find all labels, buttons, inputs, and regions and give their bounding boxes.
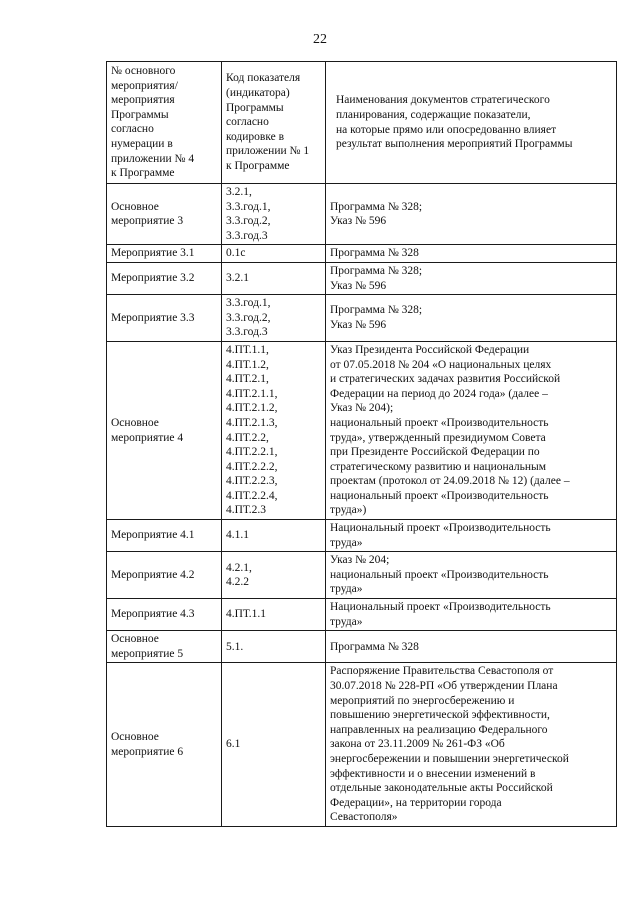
documents-cell — [326, 262, 617, 294]
event-cell — [107, 520, 222, 552]
indicator-codes-cell — [222, 599, 326, 631]
documents-cell — [326, 599, 617, 631]
table-row — [107, 341, 617, 519]
documents-cell-text: Программа № 328 — [330, 640, 419, 653]
event-cell — [107, 631, 222, 663]
indicator-codes-cell — [222, 262, 326, 294]
indicator-codes-cell — [222, 663, 326, 827]
documents-cell — [326, 552, 617, 599]
indicator-codes-cell-text: 0.1с — [226, 247, 246, 260]
event-cell — [107, 599, 222, 631]
documents-cell-text: Программа № 328; Указ № 596 — [330, 200, 423, 228]
event-cell-text: Основное мероприятие 4 — [111, 416, 184, 444]
strategic-documents-table — [106, 61, 617, 827]
indicator-codes-cell — [222, 631, 326, 663]
event-cell — [107, 184, 222, 245]
event-cell — [107, 663, 222, 827]
header-documents — [326, 62, 617, 184]
indicator-codes-cell-text: 3.2.1 — [226, 272, 249, 285]
indicator-codes-cell-text: 5.1. — [226, 640, 244, 653]
documents-cell-text: Программа № 328 — [330, 247, 419, 260]
event-cell-text: Основное мероприятие 5 — [111, 633, 184, 660]
documents-cell — [326, 341, 617, 519]
documents-cell — [326, 245, 617, 263]
table-header-row — [107, 62, 617, 184]
event-cell — [107, 262, 222, 294]
event-cell — [107, 245, 222, 263]
indicator-codes-cell — [222, 341, 326, 519]
documents-cell-text: Программа № 328; Указ № 596 — [330, 304, 423, 332]
event-cell-text: Основное мероприятие 3 — [111, 200, 184, 228]
event-cell-text: Мероприятие 4.3 — [111, 608, 195, 621]
indicator-codes-cell — [222, 184, 326, 245]
header-indicator-code — [222, 62, 326, 184]
documents-cell-text: Указ № 204; национальный проект «Производительность труда» — [330, 554, 549, 596]
event-cell-text: Мероприятие 3.1 — [111, 247, 195, 260]
documents-cell — [326, 631, 617, 663]
indicator-codes-cell-text: 6.1 — [226, 738, 241, 751]
indicator-codes-cell-text: 4.ПТ.1.1, 4.ПТ.1.2, 4.ПТ.2.1, 4.ПТ.2.1.1, 4.ПТ.2.1.2, 4.ПТ.2.1.3, 4.ПТ.2.2, 4.ПТ.2.2.1, 4.ПТ.2.2.2, 4.ПТ.2.2.3, 4.ПТ.2.2.4, 4.ПТ.2.3 — [226, 343, 278, 517]
table-row — [107, 631, 617, 663]
event-cell-text: Основное мероприятие 6 — [111, 731, 184, 758]
indicator-codes-cell-text: 3.2.1, 3.3.год.1, 3.3.год.2, 3.3.год.3 — [226, 186, 271, 242]
event-cell — [107, 341, 222, 519]
documents-cell — [326, 184, 617, 245]
indicator-codes-cell — [222, 295, 326, 342]
documents-cell-text: Указ Президента Российской Федерации от 07.05.2018 № 204 «О национальных целях и стратегических задачах развития Российской Федерации на период до 2024 года» (далее – Указ № 204); национальный проект «Производительность труда», утвержденный президиумом Совета при Президенте Российской Федерации по стратегическому развитию и национальным проектам (протокол от 24.09.2018 № 12) (далее – национальный проект «Производительность труда») — [330, 343, 570, 517]
indicator-codes-cell — [222, 552, 326, 599]
indicator-codes-cell-text: 4.ПТ.1.1 — [226, 608, 267, 621]
table-row — [107, 520, 617, 552]
event-cell — [107, 552, 222, 599]
header-indicator-code-text: Код показателя (индикатора) Программы согласно кодировке в приложении № 1 к Программе — [226, 72, 310, 172]
documents-cell-text: Национальный проект «Производительность труда» — [330, 522, 551, 549]
table-row — [107, 599, 617, 631]
header-event-number — [107, 62, 222, 184]
event-cell-text: Мероприятие 3.3 — [111, 311, 195, 324]
table-row — [107, 262, 617, 294]
indicator-codes-cell — [222, 520, 326, 552]
indicator-codes-cell-text: 4.2.1, 4.2.2 — [226, 561, 252, 589]
event-cell-text: Мероприятие 3.2 — [111, 272, 195, 285]
header-documents-text: Наименования документов стратегического планирования, содержащие показатели, на которые прямо или опосредованно влияет результат выполнения мероприятий Программы — [336, 94, 573, 151]
table-row — [107, 184, 617, 245]
indicator-codes-cell — [222, 245, 326, 263]
indicator-codes-cell-text: 4.1.1 — [226, 529, 249, 542]
documents-cell — [326, 520, 617, 552]
header-event-number-text: № основного мероприятия/ мероприятия Программы согласно нумерации в приложении № 4 к Программе — [111, 65, 195, 180]
indicator-codes-cell-text: 3.3.год.1, 3.3.год.2, 3.3.год.3 — [226, 297, 271, 339]
documents-cell-text: Программа № 328; Указ № 596 — [330, 264, 423, 292]
documents-cell — [326, 295, 617, 342]
documents-cell-text: Национальный проект «Производительность труда» — [330, 601, 551, 628]
event-cell — [107, 295, 222, 342]
table-row — [107, 295, 617, 342]
event-cell-text: Мероприятие 4.1 — [111, 529, 195, 542]
documents-cell-text: Распоряжение Правительства Севастополя от 30.07.2018 № 228-РП «Об утверждении Плана мероприятий по энергосбережению и повышению энергетической эффективности, направленных на реализацию Федерального закона от 23.11.2009 № 261-ФЗ «Об энергосбережении и повышении энергетической эффективности и о внесении изменений в отдельные законодательные акты Российской Федерации», на территории города Севастополя» — [330, 665, 569, 824]
table-row — [107, 552, 617, 599]
page-number: 22 — [313, 32, 327, 47]
documents-cell — [326, 663, 617, 827]
event-cell-text: Мероприятие 4.2 — [111, 568, 195, 581]
table-row — [107, 663, 617, 827]
table-row — [107, 245, 617, 263]
